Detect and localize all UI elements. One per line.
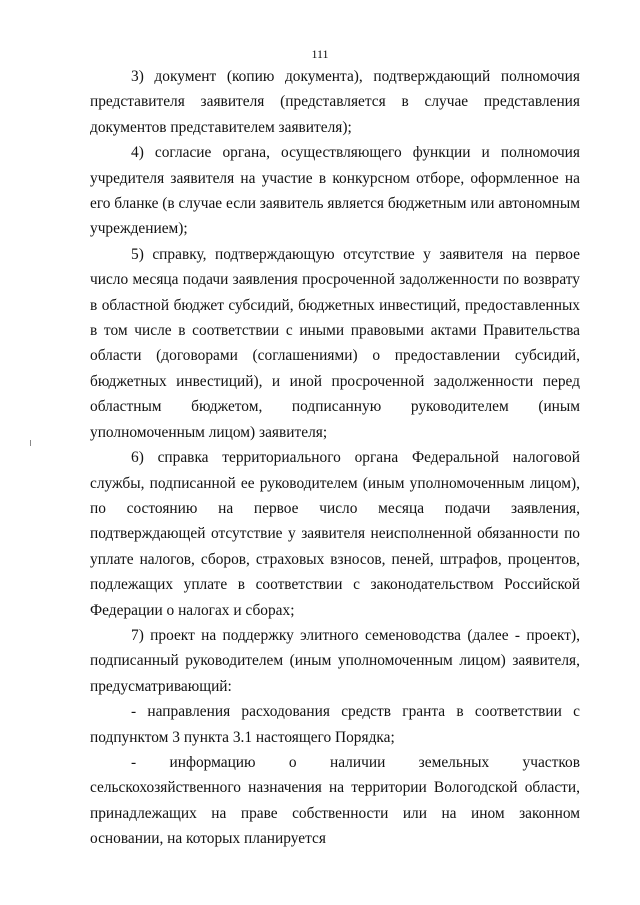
- paragraph-item-4: 4) согласие органа, осуществляющего функции и полномочия учредителя заявителя на участие в конкурсном отборе, оформленное на его бланке (в случае если заявитель является бюджетным или автономным учреждением);: [90, 144, 580, 238]
- paragraph-subitem-land: - информацию о наличии земельных участков сельскохозяйственного назначения на территории Вологодской области, принадлежащих на праве собственности или на ином законном основании, на которых планируется: [90, 753, 580, 848]
- paragraph-item-7: 7) проект на поддержку элитного семеноводства (далее - проект), подписанный руководителем (иным уполномоченным лицом) заявителя, предусматривающий:: [90, 626, 580, 695]
- scan-margin-mark: [30, 440, 31, 446]
- document-body: [90, 64, 580, 852]
- page-number: 111: [311, 47, 329, 61]
- paragraph-item-3: 3) документ (копию документа), подтверждающий полномочия представителя заявителя (представляется в случае представления документов представителем заявителя);: [90, 68, 580, 136]
- paragraph-item-5: 5) справку, подтверждающую отсутствие у заявителя на первое число месяца подачи заявления просроченной задолженности по возврату в областной бюджет субсидий, бюджетных инвестиций, предоставленных в том числе в соответствии с иными правовыми актами Правительства области (договорами (соглашениями) о предоставлении субсидий, бюджетных инвестиций), и иной просроченной задолженности перед областным бюджетом, подписанную руководителем (иным уполномоченным лицом) заявителя;: [90, 245, 580, 441]
- paragraph-subitem-expenses: - направления расходования средств гранта в соответствии с подпунктом 3 пункта 3.1 настоящего Порядка;: [90, 703, 580, 746]
- paragraph-item-6: 6) справка территориального органа Федеральной налоговой службы, подписанной ее руководителем (иным уполномоченным лицом), по состоянию на первое число месяца подачи заявления, подтверждающей отсутствие у заявителя неисполненной обязанности по уплате налогов, сборов, страховых взносов, пеней, штрафов, процентов, подлежащих уплате в соответствии с законодательством Российской Федерации о налогах и сборах;: [90, 449, 580, 619]
